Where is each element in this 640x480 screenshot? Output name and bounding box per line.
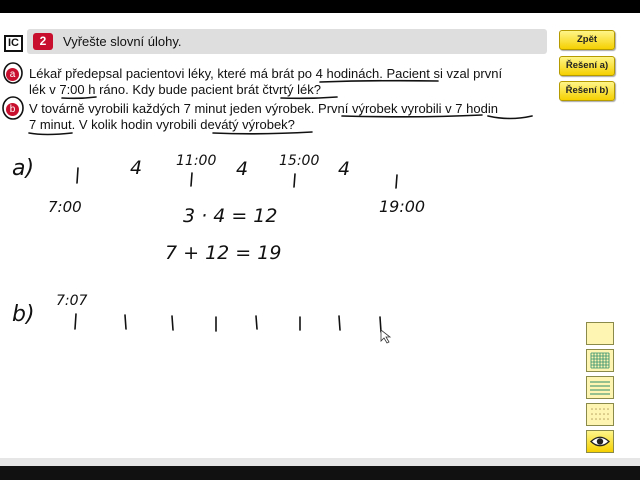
underline-b-7minut [29,133,72,135]
hand-a-end-time: 19:00 [379,197,426,216]
hand-a-time-1: 11:00 [176,153,217,169]
hand-a-start-time: 7:00 [48,198,82,216]
bottom-bar [0,458,640,480]
underline-a-ctvrty [281,97,337,98]
hand-b-start-time: 7:07 [56,293,88,309]
underline-a-700 [62,97,96,98]
hand-b-label: b) [12,302,35,327]
question-b-marker: b [6,103,19,116]
question-a [6,66,22,81]
ic-logo: IC [4,35,23,52]
tick-a-4 [396,175,397,188]
solution-a-button[interactable]: Řešení a) [559,56,615,76]
tick-b-1 [75,314,76,329]
hand-a-interval-2: 4 [236,158,249,180]
bottom-black-strip [0,466,640,480]
grid-page-icon[interactable] [586,349,614,372]
hand-a-time-2: 15:00 [279,153,320,169]
blank-page-icon[interactable] [586,322,614,345]
question-a-line-1: Lékař předepsal pacientovi léky, které má brát po 4 hodinách. Pacient si vzal první [29,66,503,81]
tick-a-3 [294,174,295,187]
tick-b-2 [125,315,126,329]
hand-a-calc-1: 3 · 4 = 12 [183,205,278,227]
hand-a-interval-1: 4 [130,157,143,179]
dotted-page-icon[interactable] [586,403,614,426]
solution-b-button[interactable]: Řešení b) [559,81,615,101]
tick-a-2 [191,173,192,186]
tick-b-3 [172,316,173,330]
hand-a-label: a) [12,156,35,181]
hand-a-interval-3: 4 [338,158,351,180]
question-a-marker: a [6,68,19,81]
underline-b-devaty [213,132,312,134]
task-title: Vyřešte slovní úlohy. [63,34,182,49]
eye-icon[interactable] [586,430,614,453]
underline-b-7hodin [488,116,532,119]
tick-b-5 [256,316,257,329]
question-b-line-1: V továrně vyrobili každých 7 minut jeden výrobek. První výrobek vyrobili v 7 hodin [29,101,498,116]
hand-a-calc-2: 7 + 12 = 19 [165,242,282,264]
tick-b-7 [339,316,340,330]
tick-a-1 [77,168,78,183]
tick-b-8 [380,317,381,332]
task-title-bar [27,29,547,54]
question-b [6,101,22,116]
task-number-badge: 2 [33,33,53,50]
back-button[interactable]: Zpět [559,30,615,50]
top-black-bar [0,0,640,13]
mouse-cursor-icon [381,330,390,343]
lined-page-icon[interactable] [586,376,614,399]
question-a-line-2: lék v 7:00 h ráno. Kdy bude pacient brát čtvrtý lék? [29,82,321,97]
question-b-line-2: 7 minut. V kolik hodin vyrobili devátý výrobek? [29,117,295,132]
